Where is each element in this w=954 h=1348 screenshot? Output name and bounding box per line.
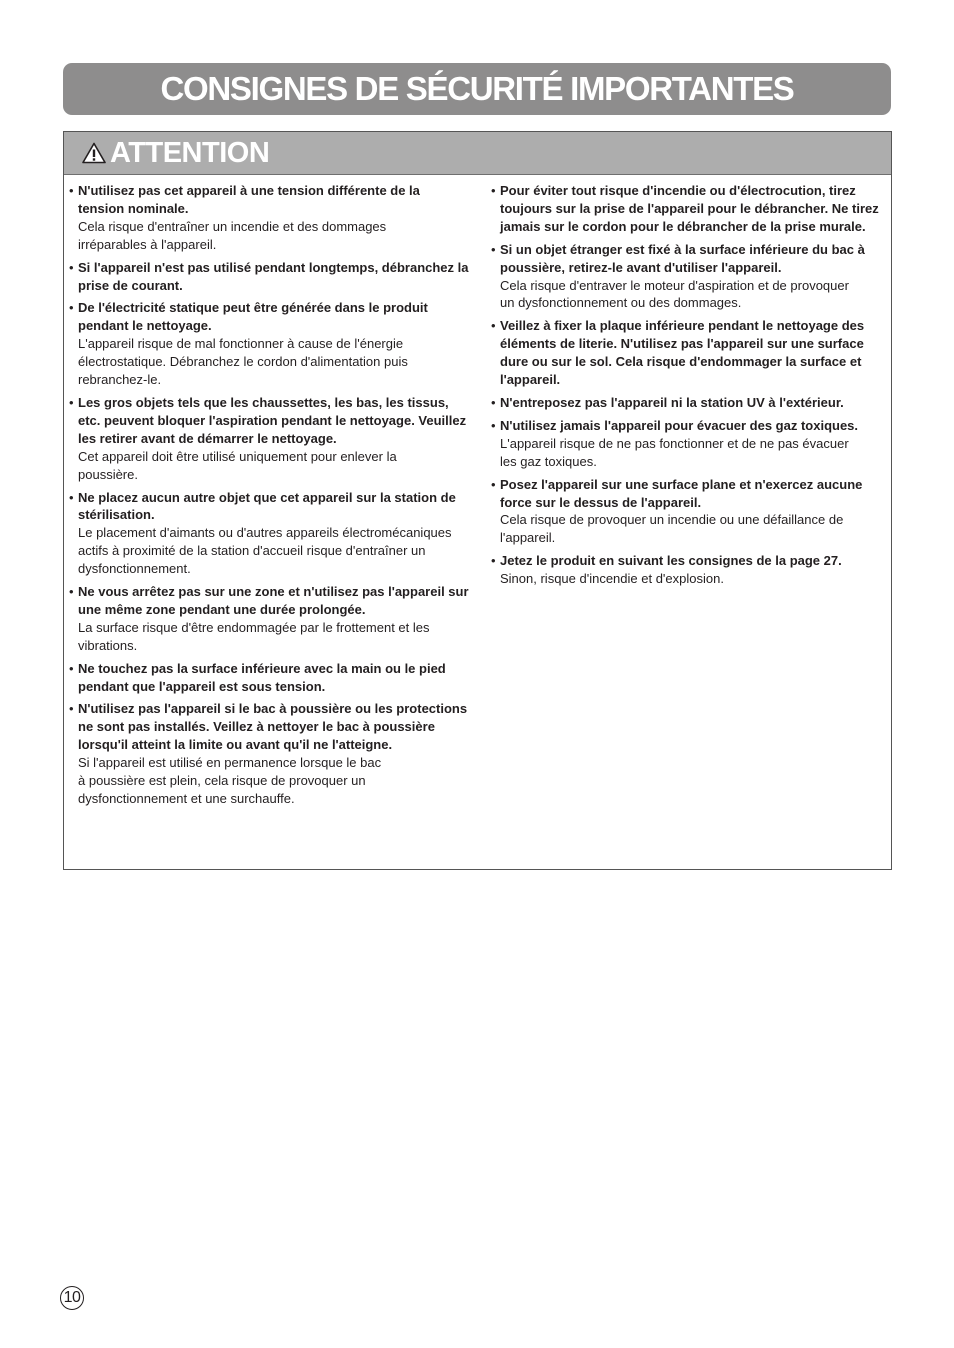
warning-item (69, 660, 469, 696)
warning-detail-line: vibrations. (78, 637, 138, 653)
bullet-icon: • (491, 241, 496, 257)
bullet-icon: • (69, 701, 74, 717)
warning-heading: Ne placez aucun autre objet que cet appareil sur la station de stérilisation. (78, 489, 456, 523)
warning-detail-line: Le placement d'aimants ou d'autres appareils électromécaniques (78, 525, 452, 541)
warning-item (491, 476, 891, 548)
warning-detail-line: poussière. (78, 466, 138, 482)
warning-item (491, 241, 891, 313)
attention-title: ATTENTION (110, 136, 270, 169)
warning-heading: De l'électricité statique peut être générée dans le produit pendant le nettoyage. (78, 300, 428, 334)
warning-item (491, 317, 891, 389)
warning-detail-line: un dysfonctionnement ou des dommages. (500, 295, 742, 311)
warning-item (491, 182, 891, 236)
warning-item (491, 417, 891, 471)
warning-detail-line: l'appareil. (500, 530, 556, 546)
warning-heading: N'utilisez pas cet appareil à une tension différente de la tension nominale. (78, 183, 420, 216)
warning-detail-line: irréparables à l'appareil. (78, 236, 217, 252)
bullet-icon: • (69, 489, 74, 505)
bullet-icon: • (491, 417, 496, 433)
warning-heading: Jetez le produit en suivant les consignes de la page 27. (500, 553, 842, 569)
warning-detail-line: dysfonctionnement et une surchauffe. (78, 791, 295, 806)
warning-heading: Ne touchez pas la surface inférieure avec la main ou le pied pendant que l'appareil est sous tension. (78, 660, 446, 694)
warning-detail-line: Cet appareil doit être utilisé uniquement pour enlever la (78, 448, 397, 464)
page-title: CONSIGNES DE SÉCURITÉ IMPORTANTES (160, 70, 794, 107)
warning-detail-line: Cela risque d'entraver le moteur d'aspiration et de provoquer (500, 277, 849, 293)
bullet-icon: • (69, 660, 74, 676)
warning-detail-line: rebranchez-le. (78, 372, 162, 388)
warning-item (69, 299, 469, 389)
warning-item (69, 489, 469, 579)
warning-detail-line: dysfonctionnement. (78, 561, 191, 577)
warning-detail-line: Si l'appareil est utilisé en permanence lorsque le bac (78, 755, 382, 771)
warning-detail-line: L'appareil risque de mal fonctionner à cause de l'énergie (78, 336, 404, 352)
warning-detail-line: Sinon, risque d'incendie et d'explosion. (500, 571, 724, 587)
warning-heading: Posez l'appareil sur une surface plane et n'exercez aucune force sur le dessus de l'appareil. (500, 476, 863, 510)
left-column (69, 182, 469, 813)
warning-item (491, 394, 891, 412)
warning-detail-line: les gaz toxiques. (500, 453, 597, 469)
warning-heading: Veillez à fixer la plaque inférieure pendant le nettoyage des éléments de literie. N'utilisez pas l'appareil sur une surface dure ou sur le sol. Cela risque d'endommager la surface et l'appareil. (500, 318, 865, 388)
warning-heading: Pour éviter tout risque d'incendie ou d'électrocution, tirez toujours sur la prise de l'appareil pour le débrancher. Ne tirez jamais sur le cordon pour le débrancher de la prise murale. (500, 183, 879, 234)
bullet-icon: • (491, 318, 496, 334)
warning-heading: N'utilisez pas l'appareil si le bac à poussière ou les protections ne sont pas installés. Veillez à nettoyer le bac à poussière lorsqu'il atteint la limite ou avant qu'il ne l'atteigne. (78, 701, 468, 753)
right-column (491, 182, 891, 593)
bullet-icon: • (69, 183, 74, 198)
title-banner (63, 63, 891, 115)
bullet-icon: • (491, 183, 496, 198)
warning-heading: Ne vous arrêtez pas sur une zone et n'utilisez pas l'appareil sur une même zone pendant une durée prolongée. (78, 584, 469, 617)
warning-item (69, 700, 469, 807)
bullet-icon: • (69, 394, 74, 410)
bullet-icon: • (69, 300, 74, 316)
warning-detail-line: La surface risque d'être endommagée par le frottement et les (78, 619, 430, 635)
warning-detail-line: Cela risque de provoquer un incendie ou une défaillance de (500, 512, 844, 528)
warning-triangle-icon (82, 142, 106, 164)
bullet-icon: • (491, 553, 496, 569)
warning-heading: Si un objet étranger est fixé à la surface inférieure du bac à poussière, retirez-le avant d'utiliser l'appareil. (500, 241, 865, 275)
warning-item (69, 259, 469, 295)
warning-heading: N'utilisez jamais l'appareil pour évacuer des gaz toxiques. (500, 417, 859, 433)
bullet-icon: • (69, 259, 74, 275)
bullet-icon: • (491, 394, 496, 410)
page-number: 10 (60, 1286, 84, 1310)
warning-detail-line: actifs à proximité de la station d'accueil risque d'entraîner un (78, 543, 426, 559)
bullet-icon: • (491, 476, 496, 492)
warning-detail-line: Cela risque d'entraîner un incendie et des dommages (78, 218, 387, 234)
bullet-icon: • (69, 584, 74, 600)
attention-panel (63, 131, 892, 870)
warning-detail-line: électrostatique. Débranchez le cordon d'alimentation puis (78, 354, 408, 370)
warning-item (69, 583, 469, 655)
warning-item (69, 394, 469, 484)
warning-item (491, 552, 891, 588)
warning-item (69, 182, 469, 254)
warning-heading: Les gros objets tels que les chaussettes, les bas, les tissus, etc. peuvent bloquer l'aspiration pendant le nettoyage. Veuillez les retirer avant de démarrer le nettoyage. (78, 394, 467, 446)
warning-heading: Si l'appareil n'est pas utilisé pendant longtemps, débranchez la prise de courant. (78, 259, 469, 293)
attention-header (64, 132, 891, 175)
warning-detail-line: L'appareil risque de ne pas fonctionner et de ne pas évacuer (500, 435, 849, 451)
warning-heading: N'entreposez pas l'appareil ni la station UV à l'extérieur. (500, 394, 844, 410)
warning-detail-line: à poussière est plein, cela risque de provoquer un (78, 773, 366, 789)
